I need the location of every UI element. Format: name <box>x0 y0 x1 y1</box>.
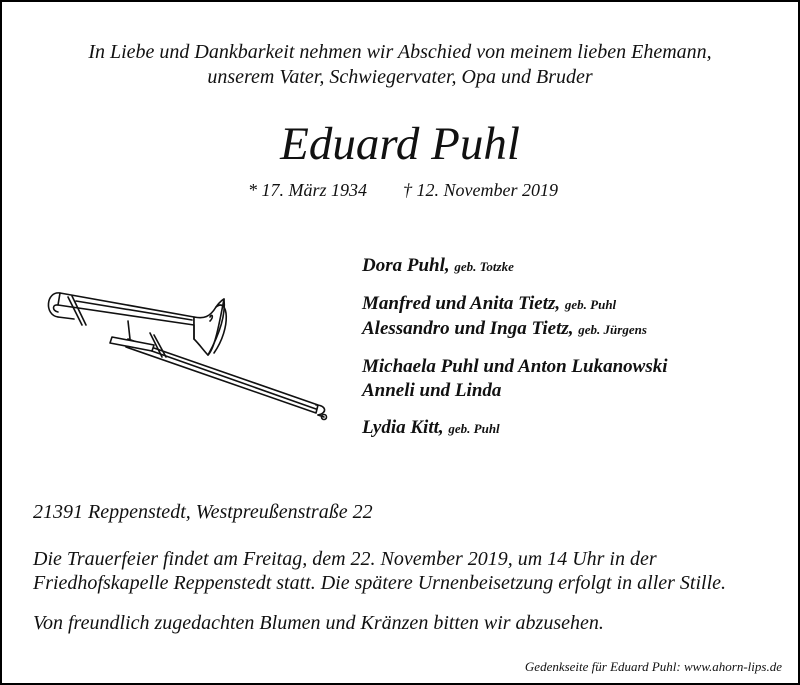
mourner-group <box>362 355 668 403</box>
mourner-name: Michaela Puhl und Anton Lukanowski <box>362 356 668 377</box>
mourner-line <box>362 355 668 379</box>
intro-text <box>2 40 798 90</box>
maiden-name: geb. Totzke <box>454 259 514 274</box>
intro-line-2: unserem Vater, Schwiegervater, Opa und Bruder <box>207 66 593 88</box>
mourner-name: Anneli und Linda <box>362 380 502 401</box>
birth-date: * 17. März 1934 <box>248 180 368 200</box>
mourner-group <box>362 416 668 441</box>
mourner-line <box>362 317 668 342</box>
mourner-name: Manfred und Anita Tietz, <box>362 293 561 314</box>
mourner-name: Dora Puhl, <box>362 255 450 276</box>
maiden-name: geb. Puhl <box>448 421 500 436</box>
memorial-page-link[interactable]: Gedenkseite für Eduard Puhl: www.ahorn-lips.de <box>524 659 782 674</box>
mourners-list <box>362 254 668 454</box>
mourner-name: Alessandro und Inga Tietz, <box>362 318 574 339</box>
maiden-name: geb. Puhl <box>564 297 617 312</box>
mourner-line <box>362 379 668 403</box>
flowers-note: Von freundlich zugedachten Blumen und Kränzen bitten wir abzusehen. <box>33 612 604 634</box>
funeral-details <box>33 547 726 595</box>
trombone-icon <box>42 287 332 422</box>
mourner-group <box>362 292 668 342</box>
family-address: 21391 Reppenstedt, Westpreußenstraße 22 <box>33 501 373 523</box>
mourner-line <box>362 254 668 279</box>
deceased-name: Eduard Puhl <box>280 118 520 170</box>
mourner-name: Lydia Kitt, <box>362 417 444 438</box>
funeral-details-line-1: Die Trauerfeier findet am Freitag, dem 22. November 2019, um 14 Uhr in der <box>33 548 657 570</box>
mourner-group <box>362 254 668 279</box>
death-date: † 12. November 2019 <box>403 180 558 200</box>
life-dates <box>2 179 798 201</box>
intro-line-1: In Liebe und Dankbarkeit nehmen wir Abschied von meinem lieben Ehemann, <box>88 41 712 63</box>
funeral-details-line-2: Friedhofskapelle Reppenstedt statt. Die spätere Urnenbeisetzung erfolgt in aller Stille. <box>33 572 727 594</box>
mourner-line <box>362 292 668 317</box>
maiden-name: geb. Jürgens <box>578 322 647 337</box>
mourner-line <box>362 416 668 441</box>
